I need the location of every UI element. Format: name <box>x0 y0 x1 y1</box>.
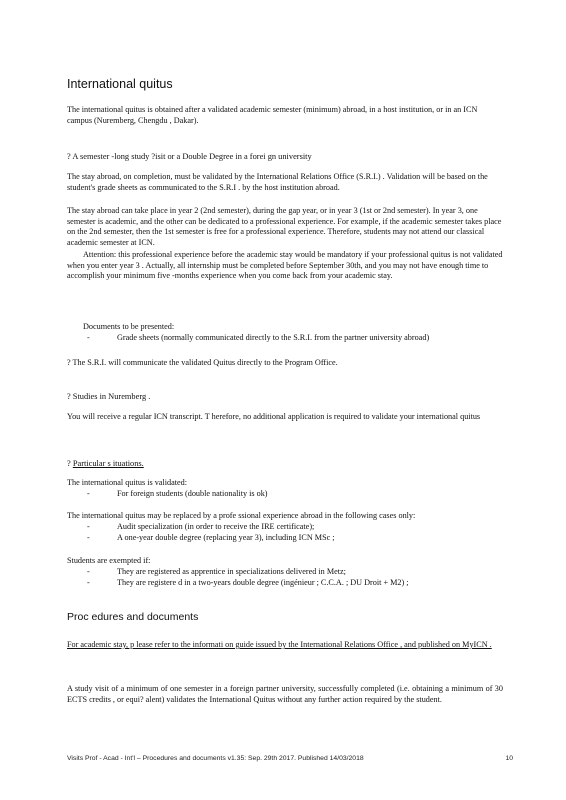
exempted-label: Students are exempted if: <box>67 556 151 565</box>
exempted-item-text: They are registered as apprentice in specializations delivered in Metz; <box>117 567 346 576</box>
page-number: 10 <box>505 755 513 762</box>
procedures-paragraph-visit: A study visit of a minimum of one semester in a foreign partner university, successfully completed (i.e. obtaining a minimum of 30 ECTS credits , or equi? alent) validates the International Quitus without any further action required by the student. <box>67 684 503 704</box>
documents-item-text: Grade sheets (normally communicated directly to the S.R.I. from the partner university abroad) <box>117 333 430 342</box>
bullet-dash: - <box>87 333 90 342</box>
replaced-item <box>67 533 503 544</box>
procedures-heading: Proc edures and documents <box>67 611 199 623</box>
section1-heading: ? A semester -long study ?isit or a Double Degree in a forei gn university <box>67 152 312 161</box>
footer-text: Visits Prof - Acad - Int'l – Procedures and documents v1.35: Sep. 29th 2017. Published 14/03/2018 <box>67 755 364 762</box>
replaced-label: The international quitus may be replaced by a profe ssional experience abroad in the following cases only: <box>67 511 416 520</box>
replaced-item-text: A one-year double degree (replacing year 3), including ICN MSc ; <box>117 533 335 542</box>
bullet-dash: - <box>87 522 90 531</box>
replaced-item <box>67 522 503 533</box>
documents-label: Documents to be presented: <box>83 322 175 331</box>
section2-heading: ? Studies in Nuremberg . <box>67 392 151 401</box>
section1-paragraph-stay: The stay abroad can take place in year 2 (2nd semester), during the gap year, or in year 3 (1st or 2nd semester). In year 3, one semester is academic, and the other can be dedicated to a professional experience. For example, if the academic semester takes place on the 2nd semester, then the 1st semester is free for a professional experience. Therefore, students may not attend our classical academic semester at ICN. <box>67 206 502 247</box>
section2-paragraph: You will receive a regular ICN transcript. T herefore, no additional application is required to validate your international quitus <box>67 412 481 421</box>
section3-heading-line <box>67 458 503 469</box>
replaced-item-text: Audit specialization (in order to receive the IRE certificate); <box>117 522 315 531</box>
exempted-item-text: They are registere d in a two-years double degree (ingénieur ; C.C.A. ; DU Droit + M2) ; <box>117 578 409 587</box>
bullet-dash: - <box>87 533 90 542</box>
bullet-dash: - <box>87 567 90 576</box>
validated-label: The international quitus is validated: <box>67 478 188 487</box>
intro-paragraph: The international quitus is obtained after a validated academic semester (minimum) abroad, in a host institution, or in an ICN campus (Nuremberg, Chengdu , Dakar). <box>67 105 478 125</box>
bullet-dash: - <box>87 578 90 587</box>
validated-item-text: For foreign students (double nationality is ok) <box>117 489 268 498</box>
section3-heading: Particular s ituations. <box>72 459 144 468</box>
exempted-item <box>67 567 503 578</box>
section3-heading-prefix: ? <box>67 459 73 468</box>
procedures-paragraph-guide: For academic stay, p lease refer to the informati on guide issued by the International Relations Office , and published on MyICN . <box>67 640 492 649</box>
page-title: International quitus <box>67 77 173 91</box>
documents-item <box>67 333 503 344</box>
section1-paragraph-attention: Attention: this professional experience before the academic stay would be mandatory if your professional quitus is not validated when you enter year 3 . Actually, all internship must be completed before September 30th, and you may not have enough time to accomplish your minimum five -months experience when you come back from your academic stay. <box>67 250 503 281</box>
bullet-dash: - <box>87 489 90 498</box>
page-footer <box>67 754 513 763</box>
validated-item <box>67 489 503 500</box>
section1-paragraph-validation: The stay abroad, on completion, must be validated by the International Relations Office (S.R.I.) . Validation will be based on the student's grade sheets as communicated to the S.R.I . by the host institution abroad. <box>67 172 488 192</box>
section1-note: ? The S.R.I. will communicate the validated Quitus directly to the Program Office. <box>67 358 338 367</box>
exempted-item <box>67 578 503 589</box>
